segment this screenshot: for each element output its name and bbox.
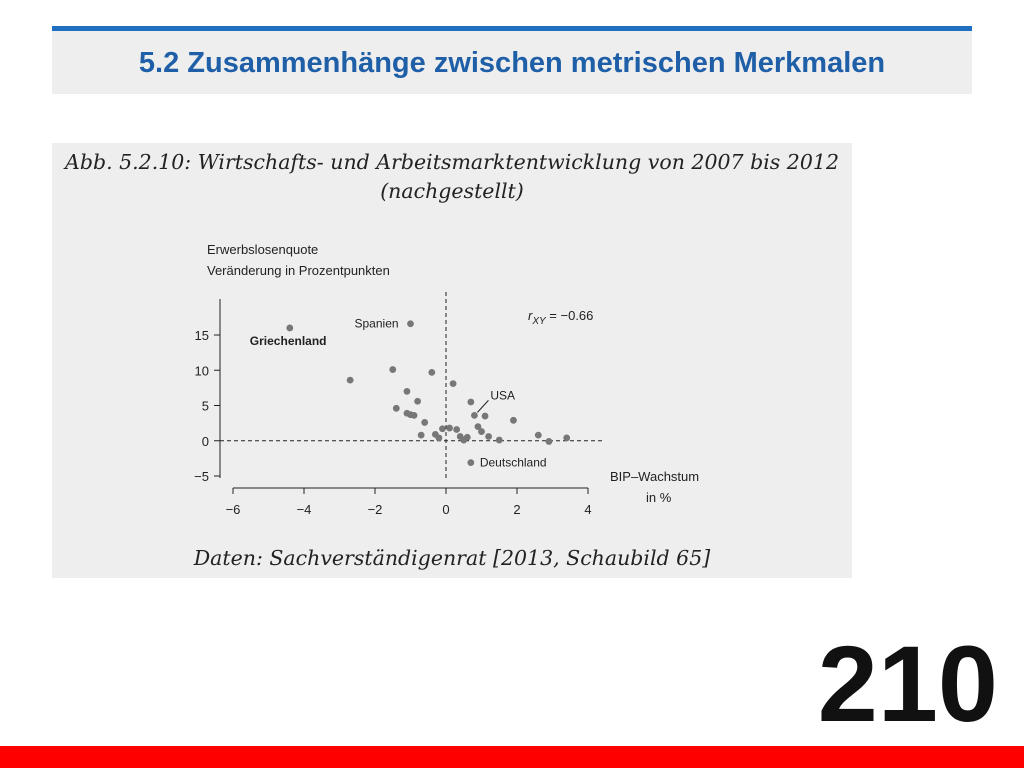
slide-title: 5.2 Zusammenhänge zwischen metrischen Merkmalen: [138, 47, 886, 79]
y-tick-label: 5: [201, 398, 209, 414]
data-point: [428, 369, 435, 376]
x-tick-label: 2: [513, 502, 521, 517]
data-point: [485, 433, 492, 440]
y-tick-label: 10: [194, 363, 209, 379]
x-axis-label-line1: BIP–Wachstum: [610, 469, 700, 484]
data-point: [393, 405, 400, 412]
page-number: 210: [817, 623, 998, 744]
data-point: [389, 366, 396, 373]
chart-labels: [207, 242, 699, 505]
data-point: [535, 432, 542, 439]
data-point: [450, 380, 457, 387]
y-tick-label: 15: [194, 328, 209, 343]
data-point: [446, 425, 453, 432]
slide-title-bar: [52, 26, 972, 94]
point-label: Spanien: [354, 316, 399, 331]
data-point: [478, 428, 485, 435]
y-tick-label: −5: [194, 469, 209, 484]
correlation-subscript: XY: [532, 316, 546, 327]
data-point: [510, 417, 517, 424]
x-tick-label: −2: [367, 502, 383, 517]
figure-caption-line1: Abb. 5.2.10: Wirtschafts- und Arbeitsmarktentwicklung von 2007 bis 2012: [65, 150, 839, 174]
data-point: [496, 437, 503, 444]
data-point: [482, 413, 489, 420]
correlation-annotation: [528, 308, 593, 327]
data-point: [407, 320, 414, 327]
y-axis-label-line1: Erwerbslosenquote: [207, 242, 319, 257]
data-point: [439, 425, 446, 432]
data-point: [467, 459, 474, 466]
bottom-accent-bar: [0, 746, 1024, 768]
y-axis-label-line2: Veränderung in Prozentpunkten: [207, 263, 390, 278]
correlation-symbol: r: [528, 308, 533, 323]
point-label: Griechenland: [249, 333, 327, 348]
x-tick-label: 4: [584, 502, 592, 517]
data-point: [414, 398, 421, 405]
scatter-chart: [52, 143, 852, 543]
x-tick-label: 0: [442, 502, 450, 517]
data-point: [286, 325, 293, 332]
figure-panel: [52, 143, 852, 578]
chart-points: [286, 320, 570, 466]
data-point: [453, 426, 460, 433]
data-point: [411, 412, 418, 419]
correlation-value: = −0.66: [545, 308, 594, 323]
figure-source: Daten: Sachverständigenrat [2013, Schaubild 65]: [193, 546, 711, 570]
y-tick-label: 0: [201, 433, 209, 449]
data-point: [347, 377, 354, 384]
data-point: [421, 419, 428, 426]
data-point: [471, 412, 478, 419]
data-point: [467, 399, 474, 406]
point-label: Deutschland: [479, 455, 547, 470]
data-point: [563, 435, 570, 442]
data-point: [418, 432, 425, 439]
usa-leader-line: [477, 400, 488, 412]
x-tick-label: −6: [225, 502, 241, 517]
data-point: [404, 388, 411, 395]
figure-caption-line2: (nachgestellt): [380, 179, 524, 203]
x-axis-label-line2: in %: [646, 490, 672, 505]
data-point: [436, 435, 443, 442]
data-point: [460, 437, 467, 444]
point-label: USA: [490, 388, 516, 403]
x-tick-label: −4: [296, 502, 312, 517]
data-point: [546, 438, 553, 445]
